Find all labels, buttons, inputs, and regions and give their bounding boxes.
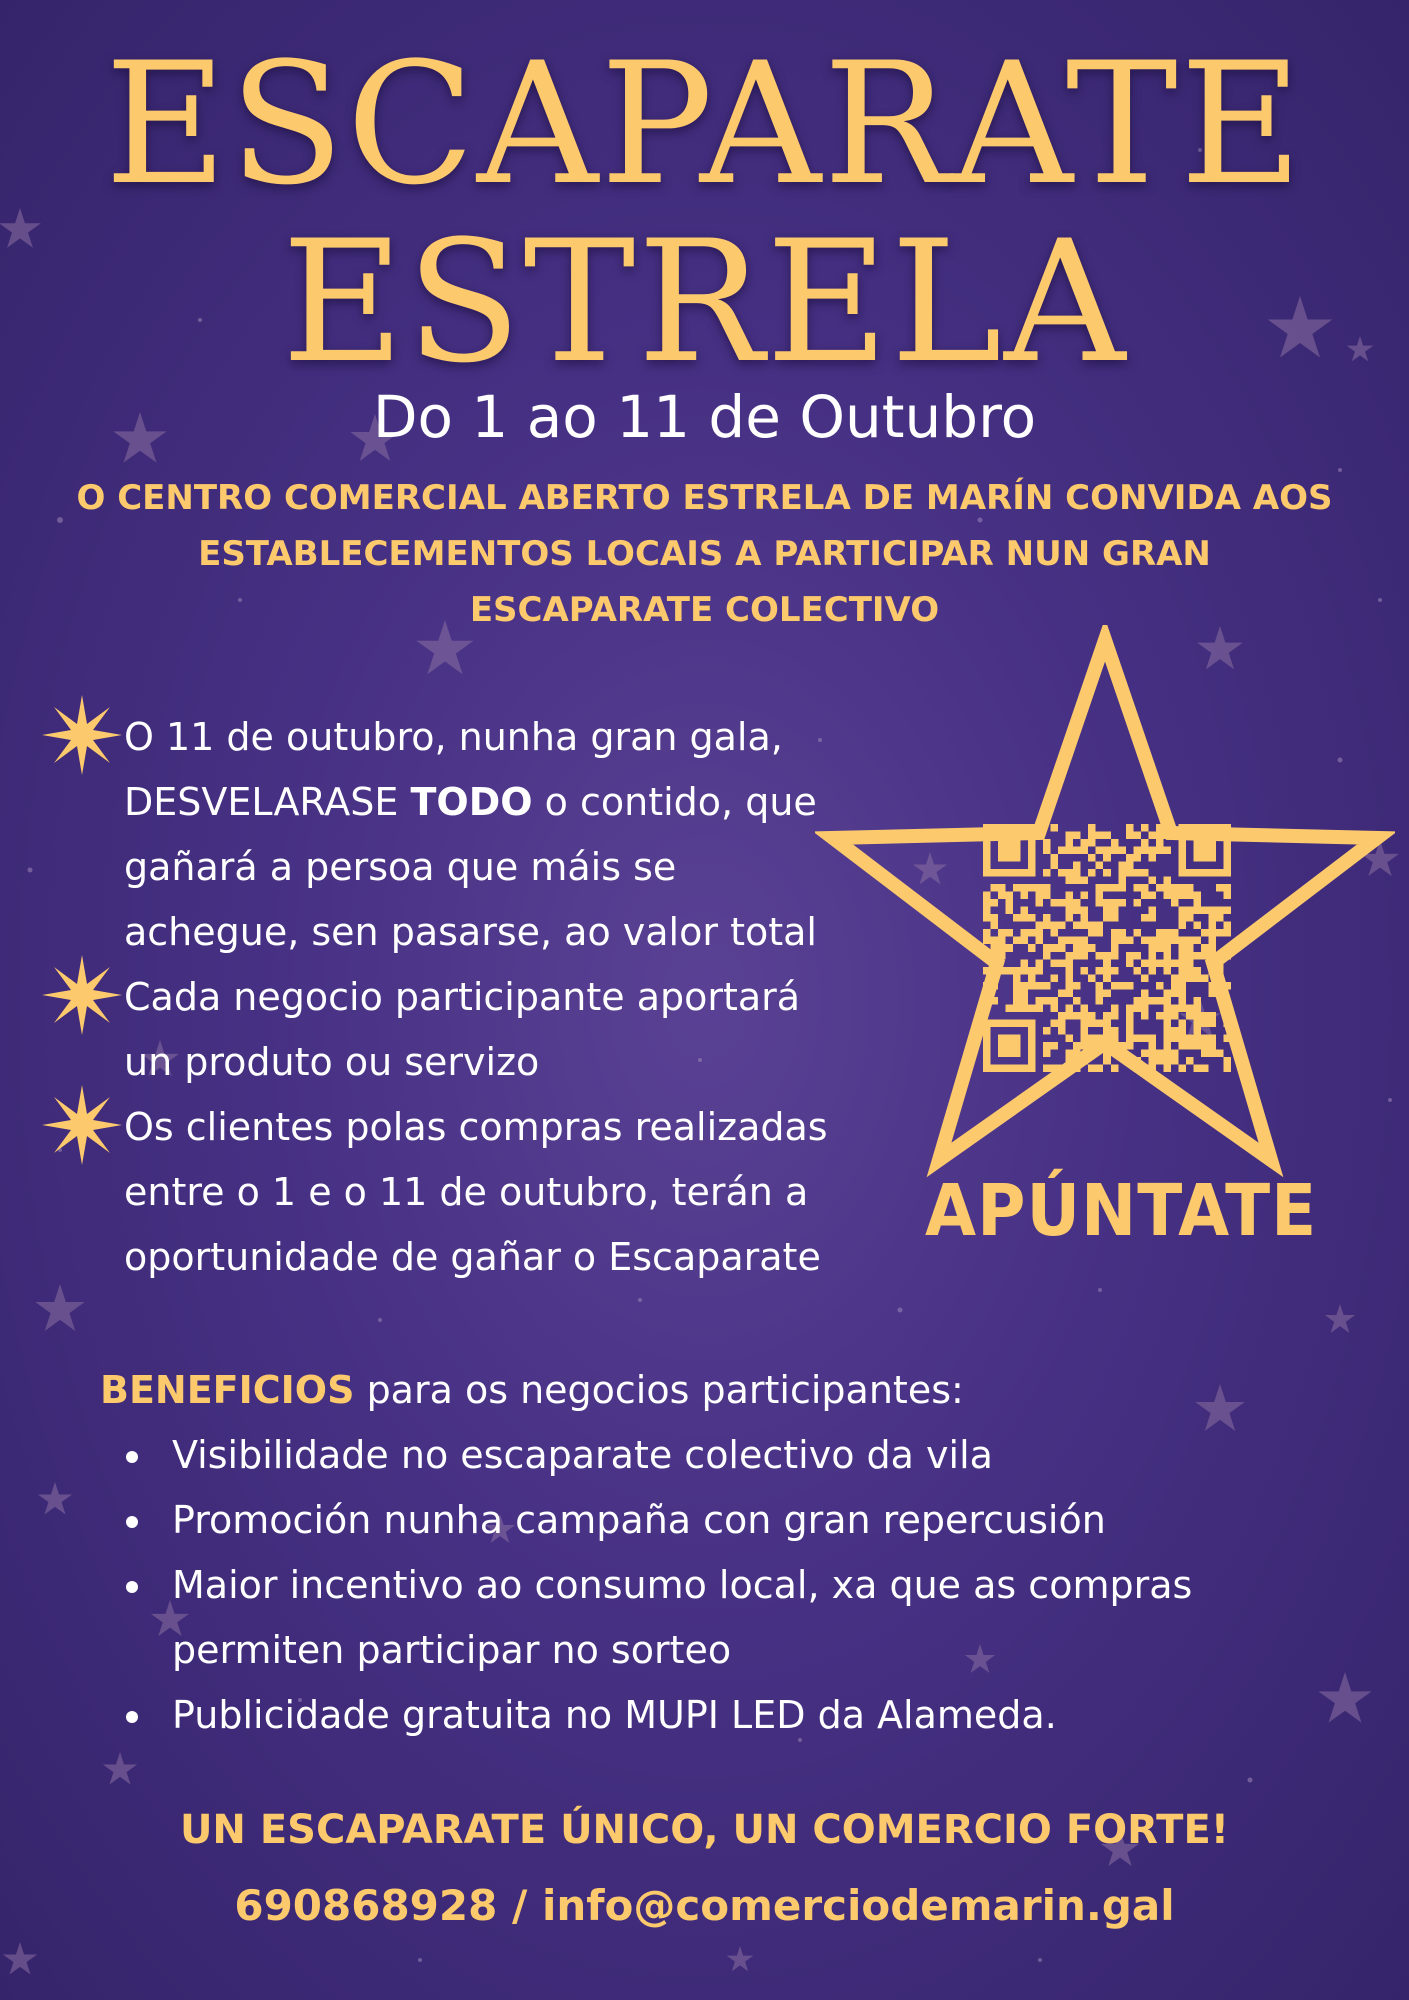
intro-line-2: ESTABLECEMENTOS LOCAIS A PARTICIPAR NUN GRAN <box>198 534 1211 574</box>
star-burst-icon <box>40 693 124 777</box>
info-bullets <box>40 705 900 1290</box>
bullet-3-line-3: oportunidade de gañar o Escaparate <box>124 1235 821 1279</box>
bullet-2-line-1: Cada negocio participante aportará <box>124 975 801 1019</box>
list-item: Publicidade gratuita no MUPI LED da Alameda. <box>100 1683 1350 1748</box>
benefits-highlight: BENEFICIOS <box>100 1368 355 1412</box>
star-burst-icon <box>40 953 124 1037</box>
bullet-dot-icon <box>126 1516 138 1528</box>
benefits-section <box>100 1358 1350 1748</box>
benefits-heading: BENEFICIOS para os negocios participantes: <box>100 1368 964 1412</box>
bullet-1-line-2: DESVELARASE TODO o contido, que <box>124 780 817 824</box>
bullet-item-3 <box>40 1095 900 1290</box>
list-item: Visibilidade no escaparate colectivo da vila <box>100 1423 1350 1488</box>
bullet-dot-icon <box>126 1451 138 1463</box>
qr-code-icon[interactable] <box>983 824 1231 1072</box>
bullet-1-line-4: achegue, sen pasarse, ao valor total <box>124 910 817 954</box>
list-item: Maior incentivo ao consumo local, xa que as compras <box>100 1553 1350 1618</box>
bullet-1-line-3: gañará a persoa que máis se <box>124 845 677 889</box>
contact-info[interactable]: 690868928 / info@comerciodemarin.gal <box>234 1881 1175 1930</box>
list-item-continuation: permiten participar no sorteo <box>172 1628 732 1672</box>
intro-line-3: ESCAPARATE COLECTIVO <box>469 590 940 630</box>
event-date: Do 1 ao 11 de Outubro <box>372 383 1037 451</box>
list-item: Promoción nunha campaña con gran repercusión <box>100 1488 1350 1553</box>
bullet-2-line-2: un produto ou servizo <box>124 1040 540 1084</box>
title-line-2: ESTRELA <box>281 204 1128 400</box>
bullet-item-2 <box>40 965 900 1095</box>
intro-line-1: O CENTRO COMERCIAL ABERTO ESTRELA DE MARÍN CONVIDA AOS <box>76 478 1333 518</box>
title-line-1: ESCAPARATE <box>104 26 1305 222</box>
bullet-1-line-1: O 11 de outubro, nunha gran gala, <box>124 715 783 759</box>
star-burst-icon <box>40 1083 124 1167</box>
bullet-item-1 <box>40 705 900 965</box>
bullet-dot-icon <box>126 1711 138 1723</box>
bullet-dot-icon <box>126 1581 138 1593</box>
benefits-list <box>100 1423 1350 1748</box>
bullet-3-line-2: entre o 1 e o 11 de outubro, terán a <box>124 1170 809 1214</box>
bold-word: TODO <box>410 780 533 824</box>
intro-text <box>30 470 1379 638</box>
slogan: UN ESCAPARATE ÚNICO, UN COMERCIO FORTE! <box>179 1807 1230 1853</box>
signup-cta[interactable]: APÚNTATE <box>925 1168 1318 1253</box>
bullet-3-line-1: Os clientes polas compras realizadas <box>124 1105 828 1149</box>
